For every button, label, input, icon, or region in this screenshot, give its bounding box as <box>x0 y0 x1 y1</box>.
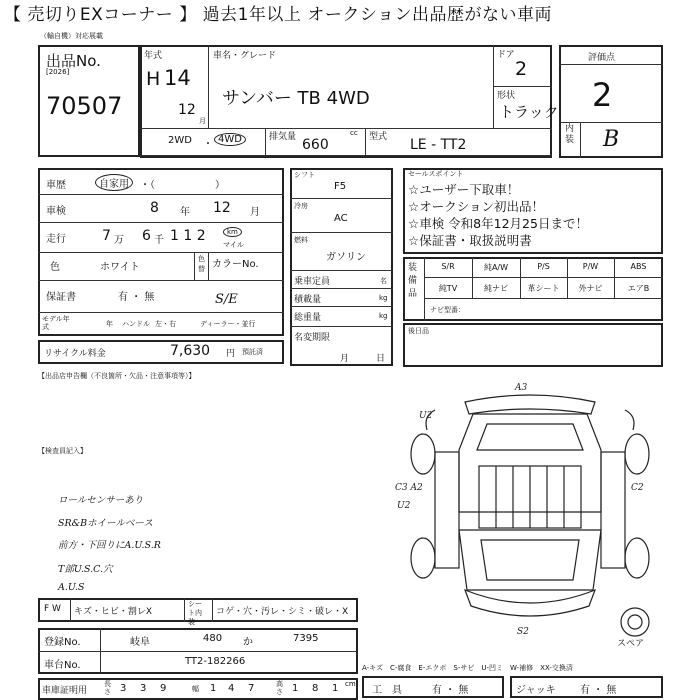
model-row-label: モデル年式 <box>42 315 70 331</box>
sales-point-1: ☆ユーザー下取車！ <box>408 182 520 197</box>
warranty-mark: S/E <box>215 292 238 307</box>
year-era: H <box>146 68 161 90</box>
name-change-unit: 月 <box>340 354 350 364</box>
ac-label: 冷房 <box>294 202 308 210</box>
lot-label: 出品No. <box>46 52 101 70</box>
fw-label: F W <box>44 604 61 614</box>
model-row-dealer: ディーラー・並行 <box>200 320 256 328</box>
recycle-label: リサイクル料金 <box>44 349 106 359</box>
auction-banner: 【 売切りEXコーナー 】 過去1年以上 オークション出品歴がない車両 <box>0 0 700 30</box>
equip-abs: ABS <box>630 262 647 271</box>
year-month-unit: 月 <box>199 117 206 125</box>
inspection-month-unit: 月 <box>250 207 260 218</box>
equip-leather: 革シート <box>527 284 560 293</box>
capacity-unit: 名 <box>380 277 387 285</box>
cert-label: 車庫証明用 <box>42 686 88 696</box>
cert-length-label: 長さ <box>104 680 111 696</box>
year-month: 12 <box>178 102 196 118</box>
cert-length-3: 9 <box>160 683 167 694</box>
equip-airbag: エアB <box>627 284 650 293</box>
color-no-label: カラーNo. <box>212 259 259 270</box>
mileage-sen: 6 <box>142 228 151 244</box>
cert-height-label: 高さ <box>276 680 283 696</box>
registration-label: 登録No. <box>44 637 81 648</box>
car-name-label: 車名・グレード <box>213 51 277 61</box>
registration-kana: か <box>243 637 253 648</box>
color-change-label: 色替 <box>198 255 205 273</box>
doors-value: 2 <box>515 58 528 80</box>
cert-width-2: 4 <box>228 683 235 694</box>
diagram-mark-c2: C2 <box>631 483 644 493</box>
inspector-note-2: SR&Bホイールベース <box>58 518 153 529</box>
doors-label: ドア <box>497 50 515 60</box>
inspector-note-5: A.U.S <box>58 582 85 593</box>
sales-point-4: ☆保証書・取扱説明書 <box>408 233 532 248</box>
equip-sr: S/R <box>441 262 455 271</box>
year-label: 年式 <box>144 51 163 61</box>
grade-value: 2 <box>592 76 613 114</box>
shift-label: シフト <box>294 171 315 179</box>
equip-ps: P/S <box>537 262 550 271</box>
recycle-note: 預託済 <box>242 348 263 356</box>
grade-label: 評価点 <box>588 53 616 63</box>
tools-label: 工 具 <box>372 685 402 696</box>
equipment-label: 装備品 <box>408 263 418 299</box>
gross-label: 総重量 <box>294 313 322 323</box>
name-change-day: 日 <box>376 354 386 364</box>
mileage-man-unit: 万 <box>114 235 124 246</box>
equip-ext-navi: 外ナビ <box>578 284 603 293</box>
interior-value: B <box>603 127 620 152</box>
ac-value: AC <box>334 213 348 224</box>
recycle-value: 7,630 <box>170 343 211 359</box>
fuel-label: 燃料 <box>294 236 308 244</box>
cert-width-3: 7 <box>248 683 255 694</box>
cert-width-1: 1 <box>210 683 217 694</box>
shape-label: 形状 <box>497 91 516 101</box>
shape-value: トラック <box>499 103 559 121</box>
cert-length-2: 3 <box>140 683 147 694</box>
later-items-box <box>403 323 663 367</box>
warranty-label: 保証書 <box>46 292 76 303</box>
equip-pw: P/W <box>582 262 599 271</box>
equip-tv: 純TV <box>438 284 458 293</box>
car-name-value: サンバー TB 4WD <box>222 88 370 109</box>
diagram-mark-u2-side: U2 <box>397 501 411 511</box>
cert-height-1: 1 <box>292 683 299 694</box>
declaration-label: 【出品店申告欄（不良箇所・欠品・注意事項等）】 <box>38 372 196 380</box>
model-row-handle: ハンドル <box>122 320 150 328</box>
displacement-label: 排気量 <box>269 132 297 142</box>
capacity-label: 乗車定員 <box>294 277 331 287</box>
lot-number: 70507 <box>46 92 123 120</box>
diagram-mark-c3a2: C3 A2 <box>395 483 423 493</box>
inspection-label: 車検 <box>46 206 66 217</box>
year-value: 14 <box>164 66 191 90</box>
fw-items: キズ・ヒビ・割レX <box>74 607 152 617</box>
drive-2wd: 2WD <box>168 135 192 146</box>
color-value: ホワイト <box>100 262 140 273</box>
inspector-note-3: 前方・下回りにA.U.S.R <box>58 540 161 551</box>
model-type-label: 型式 <box>369 132 388 142</box>
color-label: 色 <box>50 262 60 273</box>
tools-value: 有 ・ 無 <box>432 685 469 696</box>
drive-4wd: 4WD <box>214 133 246 146</box>
fw-seat-items: コゲ・穴・汚レ・シミ・破レ・X <box>216 607 349 617</box>
load-label: 積載量 <box>294 295 322 305</box>
top-note: （輸自機）対応展載 <box>40 32 103 40</box>
mileage-man: 7 <box>102 228 111 244</box>
mileage-unit-km: km <box>223 227 242 237</box>
history-value: 自家用 <box>95 174 133 191</box>
shift-value: F5 <box>334 181 347 192</box>
diagram-mark-u2-top: U2 <box>419 411 433 421</box>
fuel-value: ガソリン <box>326 252 366 263</box>
cert-height-3: 1 <box>332 683 339 694</box>
load-unit: kg <box>379 294 388 302</box>
registration-class: 480 <box>203 633 223 644</box>
lot-year-tag: [2026] <box>46 68 70 76</box>
history-rest: ・（ ） <box>140 180 225 191</box>
diagram-mark-s2: S2 <box>517 627 529 637</box>
drive-dot: ・ <box>203 139 213 150</box>
car-diagram <box>395 380 665 650</box>
displacement-value: 660 <box>302 137 329 153</box>
spare-label: スペア <box>617 639 645 649</box>
diagram-mark-a3: A3 <box>515 383 528 393</box>
registration-region: 岐阜 <box>130 637 150 648</box>
damage-legend: A-キズ C-腐食 E-エクボ S-サビ U-凹ミ W-補修 XX-交換済 <box>362 664 573 672</box>
inspection-year: 8 <box>150 200 159 216</box>
mileage-rest: 1 1 2 <box>170 228 206 244</box>
model-row-year: 年 <box>106 320 113 328</box>
equip-aw: 純A/W <box>483 263 509 272</box>
cert-height-2: 8 <box>312 683 319 694</box>
equip-navi: 純ナビ <box>484 284 508 293</box>
recycle-unit: 円 <box>226 349 236 359</box>
history-label: 車歴 <box>46 180 66 191</box>
sales-points-label: セールスポイント <box>408 170 464 178</box>
inspection-year-unit: 年 <box>180 207 190 218</box>
chassis-value: TT2-182266 <box>185 656 246 667</box>
jack-label: ジャッキ <box>516 685 556 696</box>
warranty-value: 有 ・ 無 <box>118 292 155 303</box>
displacement-unit: cc <box>350 129 358 137</box>
mileage-label: 走行 <box>46 234 66 245</box>
sales-point-3: ☆車検 令和8年12月25日まで！ <box>408 216 588 231</box>
equip-navi-model: ナビ型番： <box>430 306 465 314</box>
mileage-sen-unit: 千 <box>154 235 164 246</box>
jack-value: 有 ・ 無 <box>580 685 617 696</box>
cert-unit: cm <box>345 680 356 688</box>
inspection-month: 12 <box>213 200 231 216</box>
inspector-label: 【検査員記入】 <box>38 447 87 455</box>
registration-number: 7395 <box>293 633 319 644</box>
chassis-label: 車台No. <box>44 660 81 671</box>
cert-length-1: 3 <box>120 683 127 694</box>
gross-unit: kg <box>379 312 388 320</box>
interior-label: 内装 <box>565 124 575 145</box>
name-change-label: 名変期限 <box>294 333 331 343</box>
model-type-value: LE - TT2 <box>410 137 467 153</box>
sales-point-2: ☆オークション初出品！ <box>408 199 544 214</box>
inspector-note-1: ロールセンサーあり <box>58 495 144 506</box>
cert-width-label: 幅 <box>192 685 199 693</box>
fw-seat-label: シート内装 <box>188 600 202 626</box>
later-label: 後日品 <box>408 327 429 335</box>
inspector-note-4: T部U.S.C.穴 <box>58 564 113 575</box>
mileage-unit-mile: マイル <box>223 241 244 249</box>
model-row-lr: 左・右 <box>155 320 176 328</box>
